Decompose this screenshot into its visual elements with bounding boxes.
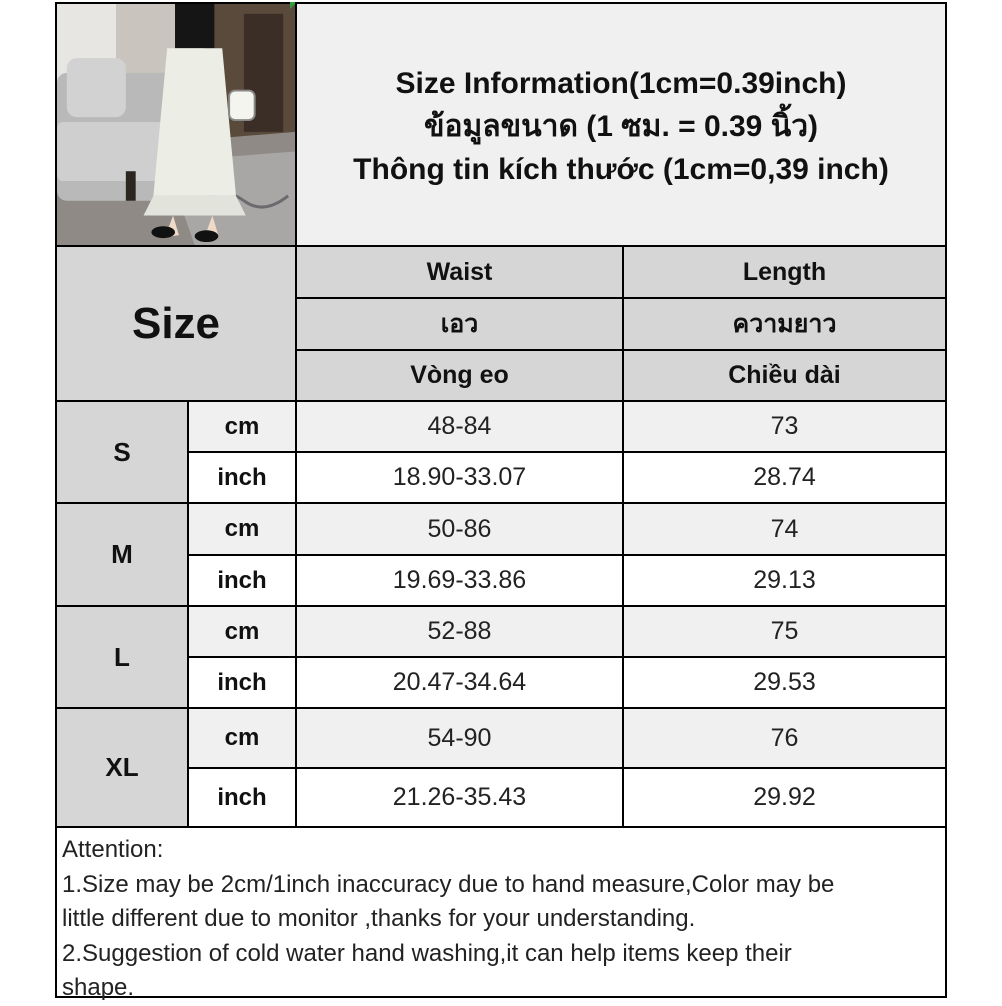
size-label: XL (55, 707, 189, 828)
waist-value: 19.69-33.86 (295, 554, 624, 607)
unit-label: cm (187, 400, 297, 453)
waist-header-vi: Vòng eo (295, 349, 624, 402)
length-value: 29.13 (622, 554, 947, 607)
length-value: 76 (622, 707, 947, 769)
notes-heading: Attention: (62, 836, 164, 863)
title-block (295, 2, 947, 247)
title-vietnamese: Thông tin kích thước (1cm=0,39 inch) (353, 153, 889, 186)
waist-header-th: เอว (295, 297, 624, 351)
length-header-en: Length (622, 245, 947, 299)
length-value: 28.74 (622, 451, 947, 504)
length-value: 29.53 (622, 656, 947, 709)
length-value: 75 (622, 605, 947, 658)
unit-label: cm (187, 707, 297, 769)
size-label: S (55, 400, 189, 504)
unit-label: inch (187, 767, 297, 828)
title-english: Size Information(1cm=0.39inch) (395, 67, 847, 100)
size-label: L (55, 605, 189, 709)
unit-label: cm (187, 502, 297, 556)
waist-value: 20.47-34.64 (295, 656, 624, 709)
size-column-header: Size (55, 245, 297, 402)
notes-line: 1.Size may be 2cm/1inch inaccuracy due to hand measure,Color may be (62, 870, 835, 898)
attention-notes (55, 826, 947, 1001)
waist-value: 50-86 (295, 502, 624, 556)
length-value: 74 (622, 502, 947, 556)
unit-label: inch (187, 451, 297, 504)
waist-value: 52-88 (295, 605, 624, 658)
length-value: 29.92 (622, 767, 947, 828)
waist-header-en: Waist (295, 245, 624, 299)
waist-value: 21.26-35.43 (295, 767, 624, 828)
length-header-vi: Chiều dài (622, 349, 947, 402)
waist-value: 48-84 (295, 400, 624, 453)
waist-value: 18.90-33.07 (295, 451, 624, 504)
notes-line: 2.Suggestion of cold water hand washing,it can help items keep their (62, 939, 792, 967)
title-thai: ข้อมูลขนาด (1 ซม. = 0.39 นิ้ว) (423, 110, 819, 143)
length-header-th: ความยาว (622, 297, 947, 351)
product-photo (55, 2, 297, 247)
size-label: M (55, 502, 189, 607)
waist-value: 54-90 (295, 707, 624, 769)
length-value: 73 (622, 400, 947, 453)
unit-label: cm (187, 605, 297, 658)
unit-label: inch (187, 656, 297, 709)
unit-label: inch (187, 554, 297, 607)
notes-line: shape. (62, 974, 135, 1001)
notes-line: little different due to monitor ,thanks for your understanding. (62, 905, 696, 932)
